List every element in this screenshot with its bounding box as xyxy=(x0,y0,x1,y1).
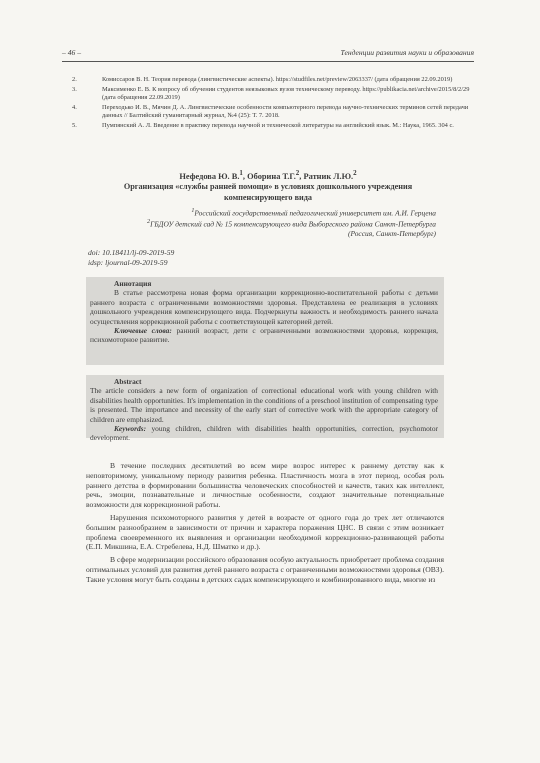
affiliation-line xyxy=(140,207,436,218)
affiliation-number: 1 xyxy=(191,208,195,214)
title-line: Организация «службы ранней помощи» в условиях дошкольного учреждения xyxy=(123,182,413,191)
idsp: idsp: ljournal-09-2019-59 xyxy=(88,258,168,267)
reference-text: Пумпянский А. Л. Введение в практику перевода научной и технической литературы на английский язык. М.: Наука, 1965. 304 с. xyxy=(102,122,454,129)
affiliation-number: 2 xyxy=(147,219,151,226)
author-name: , Ратник Л.Ю. xyxy=(299,171,354,181)
keywords-ru xyxy=(90,326,438,345)
reference-number: 5. xyxy=(72,122,77,129)
reference-number: 3. xyxy=(72,86,77,93)
reference-text: Комиссаров В. Н. Теория перевода (лингвистические аспекты). https://studfiles.net/preview/2063337/ (дата обращения 22.09.2019) xyxy=(102,76,453,83)
keywords-text: young children, children with disabilities health opportunities, correction, psychomotor development. xyxy=(90,424,438,443)
article-body xyxy=(86,461,444,588)
keywords-label: Ключевые слова: xyxy=(114,326,172,336)
keywords-text: ранний возраст, дети с ограниченными возможностями здоровья, коррекция, психомоторное развитие. xyxy=(90,326,439,345)
affiliation-line xyxy=(140,218,436,229)
body-paragraph: В течение последних десятилетий во всем мире возрос интерес к раннему детству как к неповторимому, уникальному периоду развития ребенка. Пластичность мозга в этот период, особая роль раннего детства в формировании большинства человеческих способностей и качеств, таких как интеллект, речь, эмоции, познавательные и личностные особенности, создают значительные потенциальные возможности для коррекционной работы. xyxy=(86,461,444,510)
affiliation-text: ГБДОУ детский сад № 15 компенсирующего вида Выборгского района Санкт-Петербурга xyxy=(150,219,436,229)
article-title xyxy=(100,181,436,203)
reference-number: 4. xyxy=(72,104,77,111)
affiliation-location: (Россия, Санкт-Петербург) xyxy=(348,229,436,239)
identifiers xyxy=(88,248,174,268)
journal-title: Тенденции развития науки и образования xyxy=(340,48,474,57)
annotation-text: В статье рассмотрена новая форма организации коррекционно-воспитательной работы с детьми раннего возраста с ограниченными возможностями здоровья. Представлена ее реализация в условиях дошкольного учреждения компенсирующего вида. Подчеркнуты важность и необходимость раннего начала осуществления коррекционной работы с соответствующей категорией детей. xyxy=(90,288,438,326)
abstract-heading: Abstract xyxy=(114,377,142,386)
header-divider xyxy=(62,61,474,62)
reference-number: 2. xyxy=(72,76,77,83)
annotation-box xyxy=(86,277,444,365)
reference-item xyxy=(72,122,474,130)
keywords-en xyxy=(90,424,438,443)
page-number: – 46 – xyxy=(62,48,81,57)
body-paragraph: В сфере модернизации российского образования особую актуальность приобретает проблема создания оптимальных условий для развития детей раннего возраста с ограниченными возможностями здоровья (ОВЗ). Такие условия могут быть созданы в детских садах компенсирующего и комбинированного вида, многие из xyxy=(86,555,444,584)
doi: doi: 10.18411/lj-09-2019-59 xyxy=(88,248,175,257)
affiliations xyxy=(140,207,436,239)
author-name: , Оборина Т.Г. xyxy=(242,171,296,181)
affiliation-marker: 2 xyxy=(353,169,357,177)
affiliation-marker: 1 xyxy=(239,169,243,177)
body-paragraph: Нарушения психомоторного развития у детей в возрасте от одного года до трех лет отличаются большим разнообразием в зависимости от причин и характера поражения ЦНС. В связи с этим возникает проблема своевременного их выявления и организации необходимой коррекционно-развивающей работы (Е.П. Микшина, Е.А. Стребелева, Н.Д. Шматко и др.). xyxy=(86,512,444,552)
affiliation-text: Российский государственный педагогический университет им. А.И. Герцена xyxy=(194,208,436,218)
affiliation-marker: 2 xyxy=(295,169,300,177)
title-line: компенсирующего вида xyxy=(224,193,312,202)
abstract-box xyxy=(86,375,444,443)
reference-item xyxy=(72,86,474,102)
reference-item xyxy=(72,104,474,120)
author-name: Нефедова Ю. В. xyxy=(179,171,240,181)
reference-text: Переходько И. В., Мячин Д. А. Лингвистические особенности компьютерного перевода научно-технических терминов сетей передачи данных // Балтийский гуманитарный журнал, №4 (25): Т. 7. 2018. xyxy=(102,104,469,119)
reference-text: Максименко Е. В. К вопросу об обучении студентов неязыковых вузов техническому переводу. https://publikacia.net/archive/2015/8/2/29 (дата обращения 22.09.2019) xyxy=(102,86,470,101)
annotation-heading: Аннотация xyxy=(114,279,152,288)
reference-list xyxy=(72,76,474,132)
abstract-text: The article considers a new form of organization of correctional educational work with young children with disabilities health opportunities. It's implementation in the conditions of a preschool institution of compensating type is presented. The importance and necessity of the early start of corrective work with the appropriate category of children are emphasized. xyxy=(90,386,438,424)
author-line xyxy=(62,169,474,181)
reference-item xyxy=(72,76,474,84)
keywords-label: Keywords: xyxy=(114,424,147,434)
